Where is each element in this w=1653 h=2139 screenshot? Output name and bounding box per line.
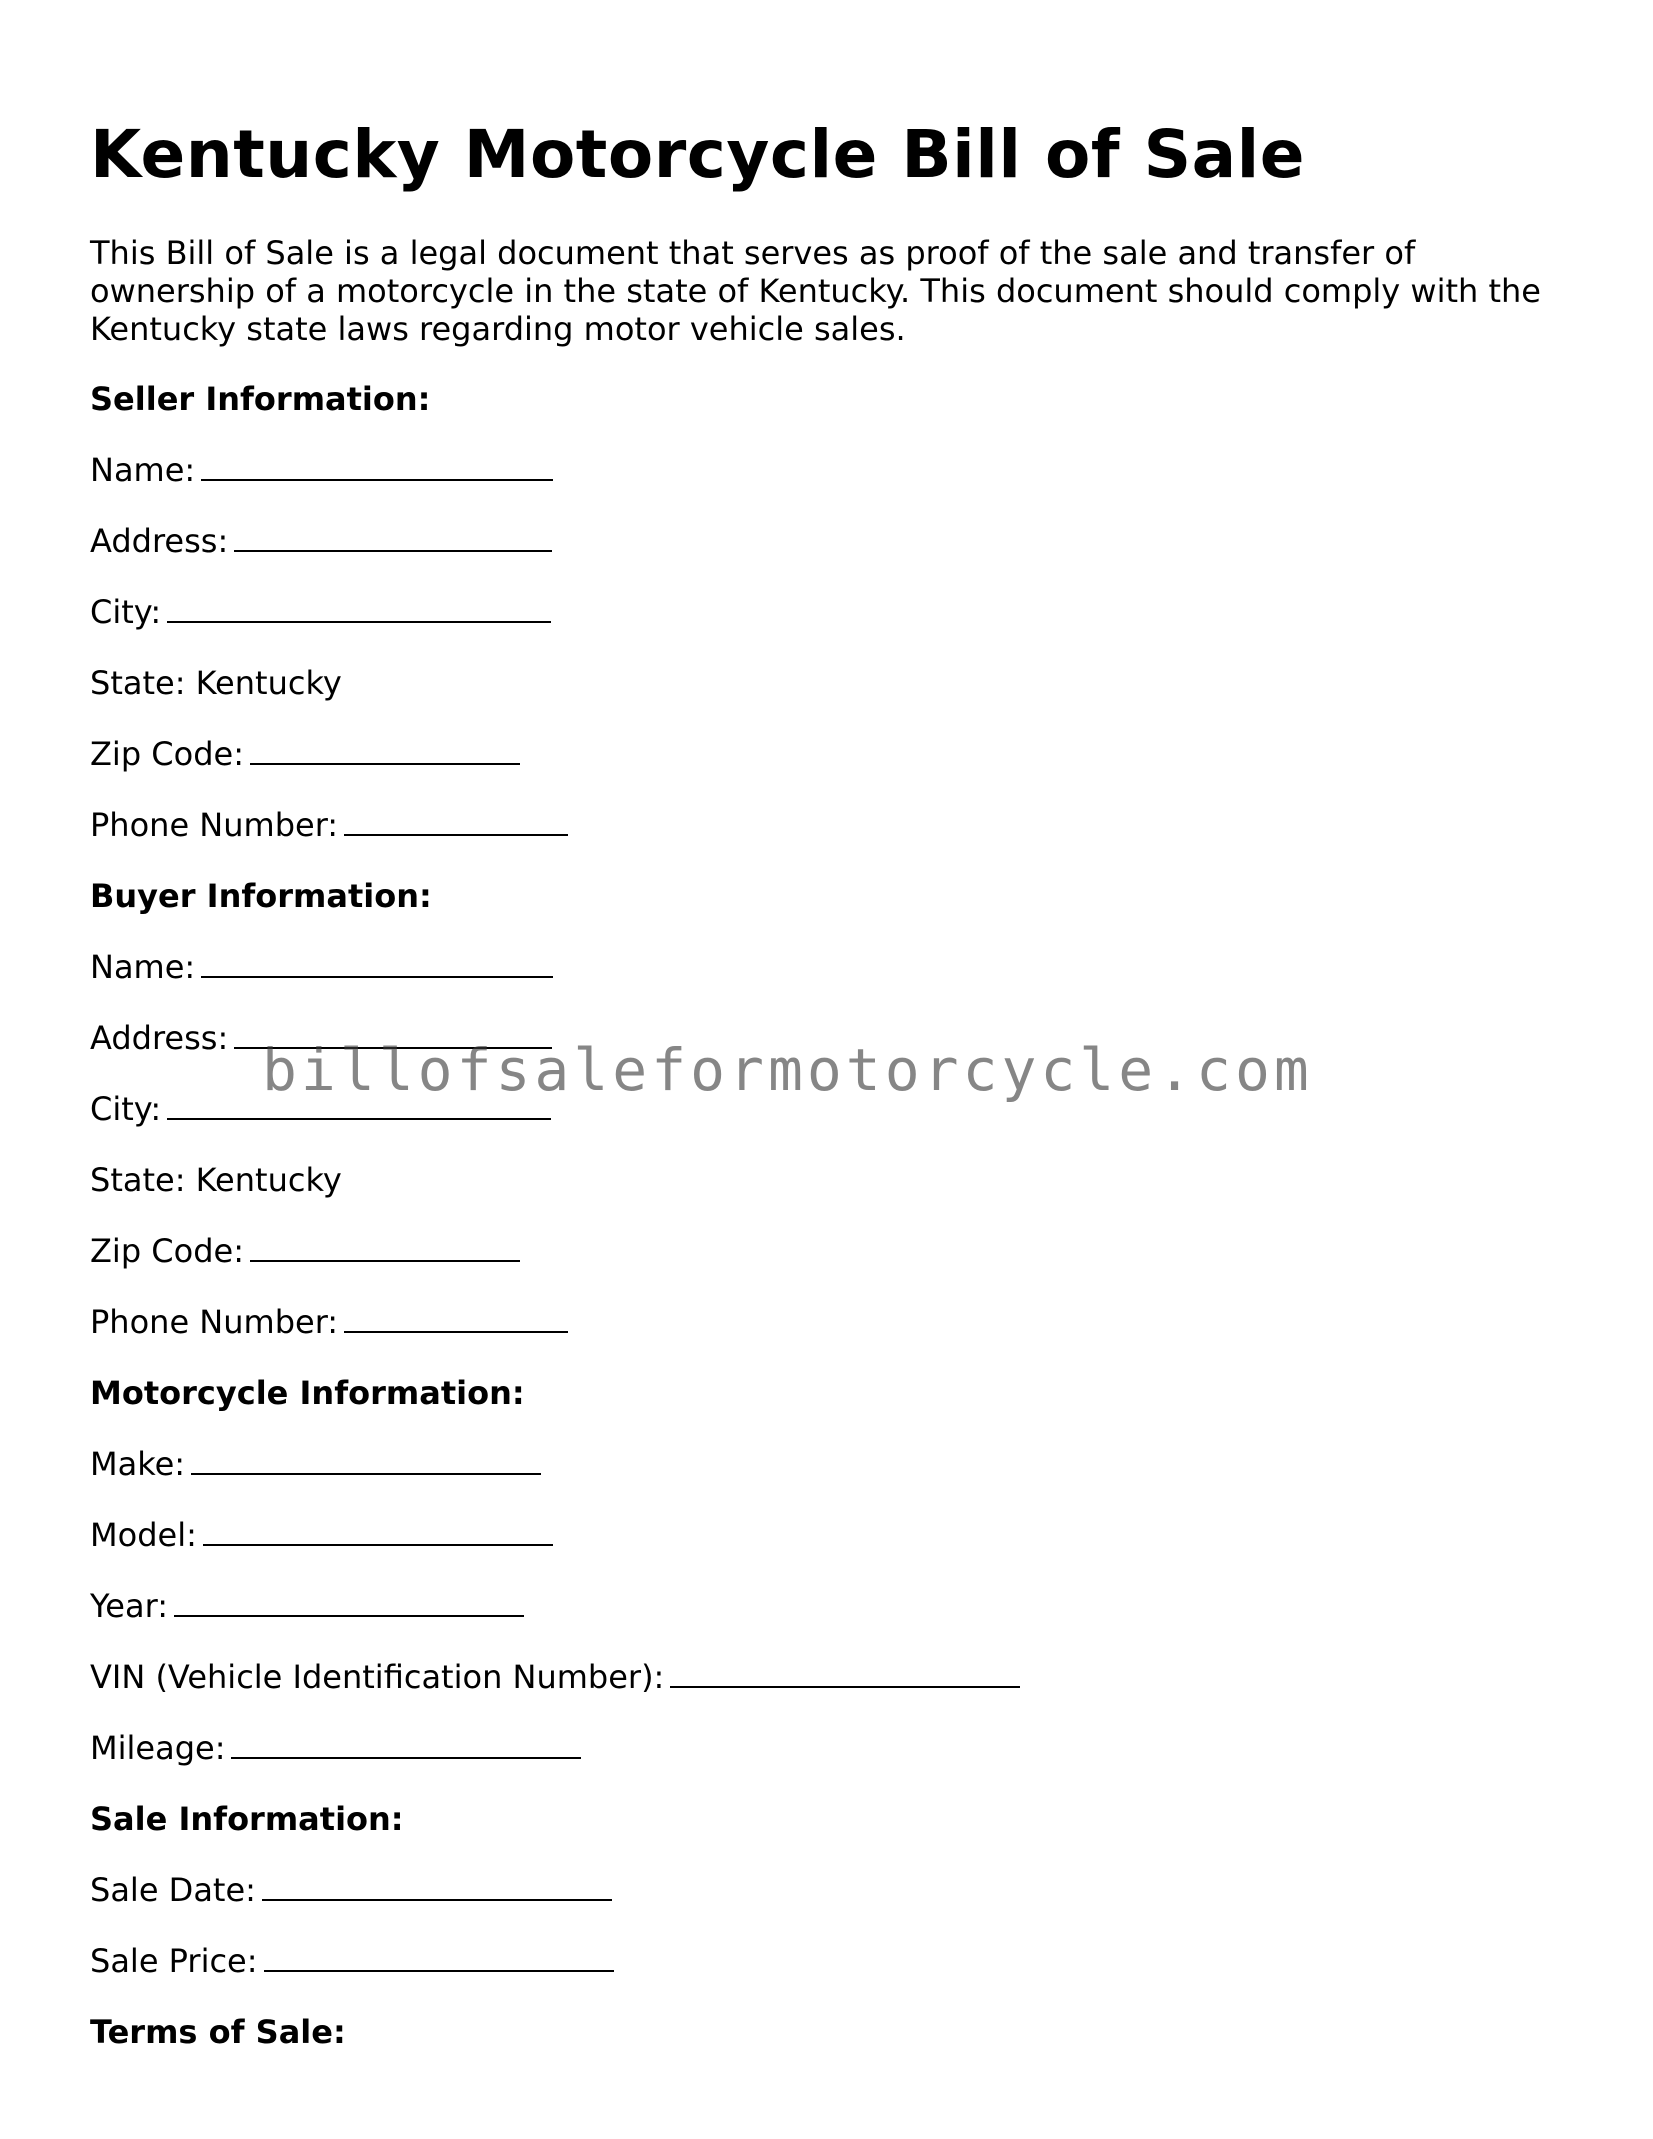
buyer-city-label: City: [90,1090,162,1128]
terms-section-heading: Terms of Sale: [90,2013,346,2051]
seller-name-field[interactable] [201,451,553,481]
seller-section-heading: Seller Information: [90,380,431,418]
motorcycle-year-field[interactable] [174,1587,524,1617]
seller-address-field[interactable] [234,522,552,552]
motorcycle-model-field[interactable] [203,1516,553,1546]
sale-price-label: Sale Price: [90,1942,258,1980]
seller-address-row [90,521,1570,561]
sale-date-row [90,1870,1570,1910]
sale-price-field[interactable] [264,1942,614,1972]
buyer-zip-label: Zip Code: [90,1232,244,1270]
seller-zip-label: Zip Code: [90,735,244,773]
sale-section-heading: Sale Information: [90,1800,404,1838]
intro-paragraph: This Bill of Sale is a legal document that serves as proof of the sale and transfer of ownership of a motorcycle in the state of Kentucky. This document should comply with the Kentucky state laws regarding motor vehicle sales. [90,234,1541,348]
sale-price-row [90,1941,1570,1981]
motorcycle-make-label: Make: [90,1445,186,1483]
sale-date-field[interactable] [262,1871,612,1901]
buyer-zip-row [90,1231,1570,1271]
motorcycle-year-label: Year: [90,1587,168,1625]
motorcycle-mileage-row [90,1728,1570,1768]
motorcycle-model-row [90,1515,1570,1555]
seller-phone-label: Phone Number: [90,806,339,844]
seller-zip-row [90,734,1570,774]
sale-date-label: Sale Date: [90,1871,256,1909]
motorcycle-vin-row [90,1657,1570,1697]
seller-state-row: State: Kentucky [90,664,342,702]
seller-phone-row [90,805,1570,845]
motorcycle-vin-field[interactable] [670,1658,1020,1688]
buyer-phone-row [90,1302,1570,1342]
seller-phone-field[interactable] [344,806,568,836]
seller-name-label: Name: [90,451,196,489]
buyer-phone-field[interactable] [344,1303,568,1333]
motorcycle-make-field[interactable] [191,1445,541,1475]
seller-city-field[interactable] [167,593,551,623]
buyer-phone-label: Phone Number: [90,1303,339,1341]
buyer-name-label: Name: [90,948,196,986]
motorcycle-model-label: Model: [90,1516,197,1554]
seller-city-label: City: [90,593,162,631]
motorcycle-mileage-field[interactable] [231,1729,581,1759]
seller-address-label: Address: [90,522,229,560]
motorcycle-mileage-label: Mileage: [90,1729,226,1767]
buyer-name-field[interactable] [201,948,553,978]
motorcycle-section-heading: Motorcycle Information: [90,1374,525,1412]
motorcycle-vin-label: VIN (Vehicle Identification Number): [90,1658,665,1696]
seller-city-row [90,592,1570,632]
buyer-name-row [90,947,1570,987]
motorcycle-year-row [90,1586,1570,1626]
buyer-state-row: State: Kentucky [90,1161,342,1199]
buyer-address-label: Address: [90,1019,229,1057]
buyer-zip-field[interactable] [250,1232,520,1262]
seller-name-row [90,450,1570,490]
buyer-section-heading: Buyer Information: [90,877,432,915]
watermark-text: billofsaleformotorcycle.com [262,1036,1313,1104]
page-title: Kentucky Motorcycle Bill of Sale [90,116,1306,193]
motorcycle-make-row [90,1444,1570,1484]
seller-zip-field[interactable] [250,735,520,765]
